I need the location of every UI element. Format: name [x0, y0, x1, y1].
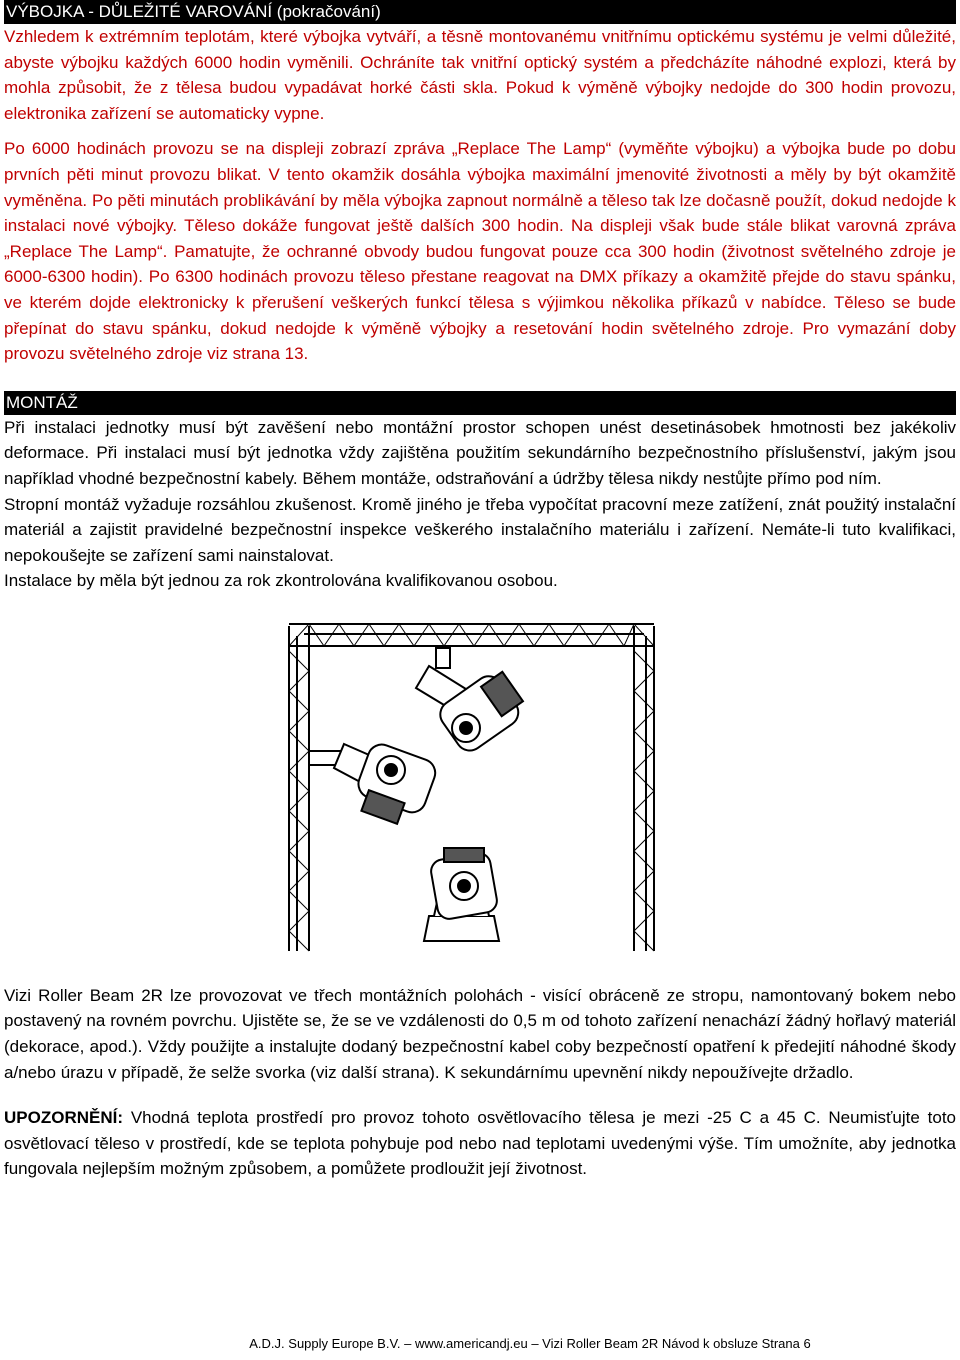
section-heading-mounting: MONTÁŽ	[4, 391, 956, 415]
mounting-paragraph-4: Vizi Roller Beam 2R lze provozovat ve třech montážních polohách - visící obráceně ze stropu, namontovaný bokem nebo postavený na rovném povrchu. Ujistěte se, že se ve vzdálenosti do 0,5 m od tohoto zařízení nenachází žádný hořlavý materiál (dekorace, apod.). Vždy použijte a instalujte dodaný bezpečnostní kabel coby bezpečností opatření k předejití náhodné škody a/nebo úrazu v případě, že selže svorka (viz další strana). K sekundárnímu upevnění nikdy nepoužívejte držadlo.	[4, 985, 956, 1082]
hanging-fixture	[416, 648, 524, 756]
mounting-paragraph-2: Stropní montáž vyžaduje rozsáhlou zkušenost. Kromě jiného je třeba vypočítat pracovní meze zatížení, znát použitý instalační materiál a zajistit pravidelné bezpečnostní inspekce veškerého instalačního materiálu i zařízení. Nemáte-li tuto kvalifikaci, nepokoušejte se zařízení sami nainstalovat.	[4, 494, 956, 565]
manual-page	[4, 0, 956, 1182]
floor-standing-fixture	[424, 848, 499, 941]
temperature-warning	[4, 1105, 956, 1182]
lamp-warning-paragraph-2: Po 6000 hodinách provozu se na displeji zobrazí zpráva „Replace The Lamp“ (vyměňte výbojku) a výbojka bude po dobu prvních pěti minut provozu blikat. V tento okamžik dosáhla výbojka maximální jmenovité životnosti a měly by být okamžitě vyměněna. Po pěti minutách problikávání by měla výbojka zapnout normálně a těleso tak lze dočasně použít, dokud nedojde k instalaci nové výbojky. Těleso dokáže fungovat ještě dalších 300 hodin. Na displeji však bude stále blikat varovná zpráva „Replace The Lamp“. Pamatujte, že ochranné obvody budou fungovat pouze cca 300 hodin (životnost světelného zdroje je 6000-6300 hodin). Po 6300 hodinách provozu těleso přestane reagovat na DMX příkazy a okamžitě přejde do stavu spánku, ve kterém dojde elektronicky k přerušení veškerých funkcí tělesa s výjimkou několika příkazů v nabídce. Těleso se bude přepínat do stavu spánku, dokud nedojde k výměně výbojky a resetování hodin světelného zdroje. Pro vymazání doby provozu světelného zdroje viz strana 13.	[4, 139, 956, 364]
truss-mounting-diagram	[4, 616, 956, 961]
truss-illustration	[4, 616, 956, 961]
side-mounted-fixture	[309, 741, 439, 824]
mounting-paragraph-3: Instalace by měla být jednou za rok zkontrolována kvalifikovanou osobou.	[4, 571, 558, 591]
warning-label: UPOZORNĚNÍ:	[4, 1108, 123, 1128]
footer-text: A.D.J. Supply Europe B.V. – www.americandj.eu – Vizi Roller Beam 2R Návod k obsluze Strana 6	[249, 1336, 811, 1351]
page-footer	[0, 1336, 960, 1351]
warning-text: Vhodná teplota prostředí pro provoz tohoto osvětlovacího tělesa je mezi -25 C a 45 C. Neumisťujte toto osvětlovací těleso v prostředí, kde se teplota pohybuje pod nebo nad teplotami uvedenými výše. Tím umožníte, aby jednotka fungovala nejlepším možným způsobem, a pomůžete prodloužit její životnost.	[4, 1108, 956, 1179]
section-heading-lamp-warning: VÝBOJKA - DŮLEŽITÉ VAROVÁNÍ (pokračování)	[4, 0, 956, 24]
lamp-warning-paragraph-1: Vzhledem k extrémním teplotám, které výbojka vytváří, a těsně montovanému vnitřnímu optickému systému je velmi důležité, abyste výbojku každých 6000 hodin vyměnili. Ochráníte tak vnitřní optický systém a předcházíte náhodné explozi, která by mohla způsobit, že z tělesa budou vypadávat horké části skla. Pokud k výměně výbojky nedojde do 300 hodin provozu, elektronika zařízení se automaticky vypne.	[4, 27, 956, 123]
mounting-paragraph-1: Při instalaci jednotky musí být zavěšení nebo montážní prostor schopen unést desetinásobek hmotnosti bez jakékoliv deformace. Při instalaci musí být jednotka vždy zajištěna použitím sekundárního bezpečnostního příslušenství, jakým jsou například vhodné bezpečnostní kabely. Během montáže, odstraňování a údržby tělesa nikdy nestůjte přímo pod ním.	[4, 417, 956, 488]
